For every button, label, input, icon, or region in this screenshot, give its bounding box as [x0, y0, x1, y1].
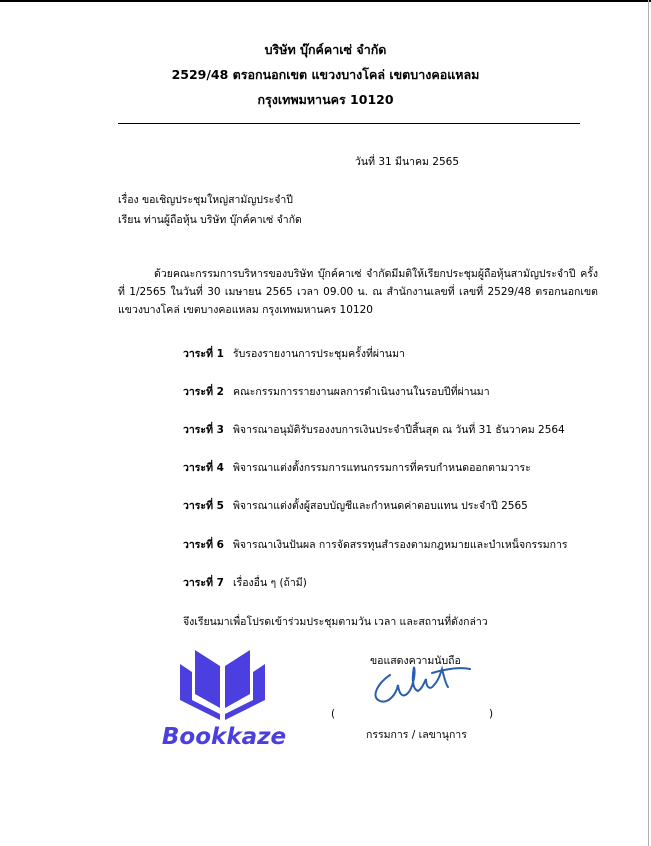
letter-date: วันที่ 31 มีนาคม 2565 — [355, 156, 460, 168]
agenda-item — [183, 459, 531, 476]
bookkaze-logo — [161, 648, 287, 750]
agenda-text: พิจารณาแต่งตั้งกรรมการแทนกรรมการที่ครบกำหนดออกตามวาระ — [233, 462, 531, 474]
intro-paragraph: ด้วยคณะกรรมการบริหารของบริษัท บุ๊กค์คาเซ่ จำกัดมีมติให้เรียกประชุมผู้ถือหุ้นสามัญประจำปี ครั้งที่ 1/2565 ในวันที่ 30 เมษายน 2565 เวลา 09.00 น. ณ สำนักงานเลขที่ เลขที่ 2529/48 ตรอกนอกเขต แขวงบางโคล่ เขตบางคอแหลม กรุงเทพมหานคร 10120 — [118, 268, 598, 316]
signer-paren-open: ( — [331, 708, 336, 720]
signer-title: กรรมการ / เลขานุการ — [366, 729, 467, 741]
agenda-text: พิจารณาแต่งตั้งผู้สอบบัญชีและกำหนดค่าตอบแทน ประจำปี 2565 — [233, 500, 528, 512]
company-name: บริษัท บุ๊กค์คาเซ่ จำกัด — [264, 42, 387, 57]
agenda-number: วาระที่ 2 — [183, 386, 224, 398]
handwritten-signature — [366, 655, 476, 710]
header-divider — [118, 123, 580, 124]
agenda-number: วาระที่ 6 — [183, 539, 224, 551]
letter-subject: เรื่อง ขอเชิญประชุมใหญ่สามัญประจำปี — [118, 194, 293, 206]
agenda-item — [183, 345, 405, 362]
agenda-text: เรื่องอื่น ๆ (ถ้ามี) — [233, 577, 307, 589]
agenda-text: คณะกรรมการรายงานผลการดำเนินงานในรอบปีที่ผ่านมา — [233, 386, 490, 398]
logo-wordmark: Bookkaze — [161, 724, 287, 750]
agenda-item — [183, 497, 528, 514]
agenda-item — [183, 383, 490, 400]
agenda-text: พิจารณาเงินปันผล การจัดสรรทุนสำรองตามกฎหมายและบำเหน็จกรรมการ — [233, 539, 568, 551]
agenda-number: วาระที่ 1 — [183, 348, 224, 360]
agenda-item — [183, 574, 307, 591]
top-border — [0, 0, 651, 2]
agenda-item — [183, 421, 565, 438]
signer-paren-close: ) — [489, 708, 494, 720]
company-address-line2: กรุงเทพมหานคร 10120 — [257, 92, 394, 107]
agenda-item — [183, 536, 568, 553]
agenda-number: วาระที่ 4 — [183, 462, 224, 474]
book-icon — [180, 650, 265, 720]
company-address-line1: 2529/48 ตรอกนอกเขต แขวงบางโคล่ เขตบางคอแหลม — [171, 67, 480, 82]
closing-sentence: จึงเรียนมาเพื่อโปรดเข้าร่วมประชุมตามวัน เวลา และสถานที่ดังกล่าว — [183, 616, 488, 628]
agenda-text: รับรองรายงานการประชุมครั้งที่ผ่านมา — [233, 348, 405, 360]
agenda-number: วาระที่ 3 — [183, 424, 224, 436]
regards-text: ขอแสดงความนับถือ — [370, 655, 461, 667]
agenda-number: วาระที่ 7 — [183, 577, 224, 589]
agenda-number: วาระที่ 5 — [183, 500, 224, 512]
letter-recipient: เรียน ท่านผู้ถือหุ้น บริษัท บุ๊กค์คาเซ่ จำกัด — [118, 214, 302, 226]
right-border — [648, 0, 649, 846]
agenda-text: พิจารณาอนุมัติรับรองงบการเงินประจำปีสิ้นสุด ณ วันที่ 31 ธันวาคม 2564 — [233, 424, 565, 436]
